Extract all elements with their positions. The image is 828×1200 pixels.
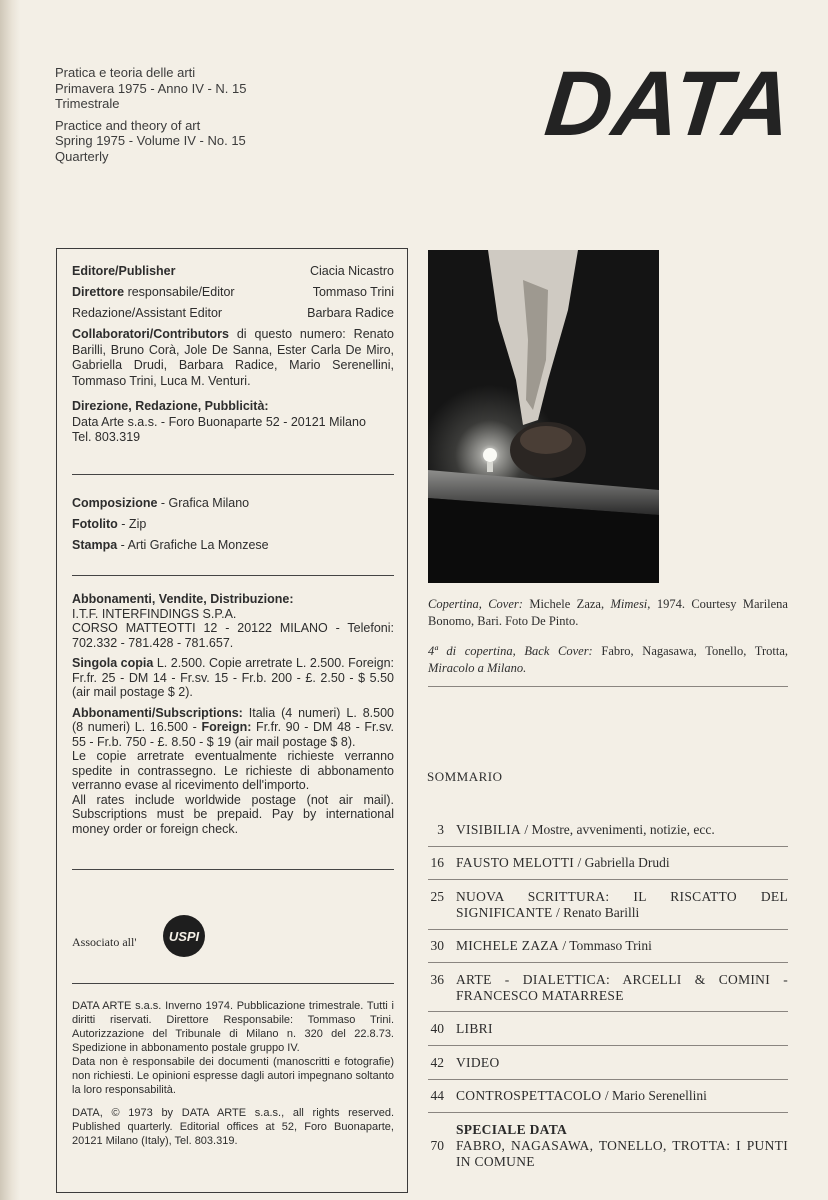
cover-caption	[428, 596, 788, 630]
masthead-line: Pratica e teoria delle arti	[55, 65, 196, 80]
subscriptions-section	[72, 592, 394, 836]
toc-entry-author: / Mario Serenellini	[601, 1088, 707, 1103]
legal-paragraph: Data non è responsabile dei documenti (manoscritti e fotografie) non richiesti. Le opinioni espresse dagli autori impegnano soltanto la loro responsabilità.	[72, 1056, 394, 1096]
toc-item	[420, 889, 788, 921]
toc-entry-title: FABRO, NAGASAWA, TONELLO, TROTTA: I PUNTI IN COMUNE	[456, 1138, 788, 1169]
publisher-name: Ciacia Nicastro	[309, 264, 394, 278]
toc-item	[420, 1055, 788, 1071]
toc-entry-title: NUOVA SCRITTURA: IL RISCATTO DEL SIGNIFICANTE	[456, 889, 788, 920]
legal-paragraph: DATA, © 1973 by DATA ARTE s.a.s., all rights reserved. Published quarterly. Editorial offices at 52, Foro Buonaparte, 20121 Milano (Italy), Tel. 803.319.	[72, 1107, 394, 1147]
toc-page: 36	[430, 972, 444, 987]
composition-value: - Grafica Milano	[157, 496, 250, 510]
toc-item	[420, 1088, 788, 1104]
distribution-address: CORSO MATTEOTTI 12 - 20122 MILANO - Telefoni: 702.332 - 781.428 - 781.657.	[72, 621, 394, 650]
cover-photo	[428, 250, 659, 583]
toc-item	[420, 1138, 788, 1170]
back-cover-caption	[428, 643, 788, 677]
toc-page: 44	[430, 1088, 444, 1103]
toc-item	[420, 822, 788, 838]
toc-entry-title: MICHELE ZAZA	[456, 938, 559, 953]
divider	[428, 929, 788, 930]
masthead-line: Quarterly	[55, 148, 109, 164]
director-name: Tommaso Trini	[312, 285, 394, 299]
subscription-rates	[72, 706, 394, 750]
print-label: Stampa	[72, 538, 118, 552]
legal-paragraph: DATA ARTE s.a.s. Inverno 1974. Pubblicazione trimestrale. Tutti i diritti riservati. Direttore Responsabile: Tommaso Trini. Autorizzazione del Tribunale di Milano n. 320 del 22.8.73. Spedizione in abbonamento postale gruppo IV.	[72, 1000, 394, 1054]
production-section	[72, 493, 394, 556]
distribution-line: I.T.F. INTERFINDINGS S.P.A.	[72, 606, 237, 621]
toc-item	[420, 938, 788, 954]
fotolito-value: - Zip	[117, 517, 147, 531]
back-cover-label: 4ª di copertina, Back Cover:	[428, 644, 593, 658]
toc-item	[420, 855, 788, 871]
toc-entry-author: / Gabriella Drudi	[574, 855, 670, 870]
masthead-line: Practice and theory of art	[55, 117, 201, 133]
toc-item	[420, 972, 788, 1004]
toc-entry-title: CONTROSPETTACOLO	[456, 1088, 602, 1103]
toc-page: 16	[430, 855, 444, 870]
toc-page: 30	[430, 938, 444, 953]
special-section-label: SPECIALE DATA	[456, 1122, 568, 1137]
director-label-rest: responsabile/Editor	[124, 285, 235, 299]
divider	[428, 846, 788, 847]
divider	[72, 983, 394, 984]
divider	[428, 879, 788, 880]
divider	[428, 686, 788, 687]
office-phone: Tel. 803.319	[72, 430, 141, 444]
office-label: Direzione, Redazione, Pubblicità:	[72, 399, 269, 413]
cover-label: Copertina, Cover:	[428, 597, 523, 611]
contributors	[72, 327, 394, 389]
divider	[72, 474, 394, 475]
director-label: Direttore	[72, 285, 125, 299]
magazine-logo: DATA	[540, 53, 798, 155]
toc-item	[420, 1021, 788, 1037]
back-cover-title: Miracolo a Milano.	[428, 661, 527, 675]
back-cover-artists: Fabro, Nagasawa, Tonello, Trotta,	[592, 644, 788, 658]
credits-section	[72, 264, 394, 446]
masthead-line: Primavera 1975 - Anno IV - N. 15	[55, 80, 247, 96]
subscription-text-foreign: Fr.fr. 90 - DM 48 - Fr.sv. 55 - Fr.b. 750 - £. 8.50 - $ 19 (air mail postage $ 8).	[72, 720, 395, 749]
divider	[428, 962, 788, 963]
contributors-label: Collaboratori/Contributors	[72, 327, 229, 341]
toc-entry-author: / Tommaso Trini	[558, 938, 652, 953]
note-italian: Le copie arretrate eventualmente richieste verranno spedite in contrassegno. Le richieste di abbonamento verranno evase al ricevimento dell'importo.	[72, 749, 394, 792]
subscription-label: Abbonamenti/Subscriptions:	[72, 705, 243, 720]
single-copy-label: Singola copia	[72, 656, 154, 670]
toc-entry-title: VISIBILIA	[456, 822, 521, 837]
masthead-line: Spring 1975 - Volume IV - No. 15	[55, 133, 246, 148]
divider	[428, 1045, 788, 1046]
note-english: All rates include worldwide postage (not air mail). Subscriptions must be prepaid. Pay by international money order or foreign check.	[72, 792, 394, 836]
associate-label: Associato all'	[72, 935, 137, 949]
subscription-text: Italia (4 numeri) L. 8.500 (8 numeri) L. 16.500 -	[72, 705, 394, 734]
page-spine-shadow	[0, 0, 20, 1200]
toc-page: 42	[430, 1055, 444, 1070]
toc-entry-title: ARTE - DIALETTICA: ARCELLI & COMINI - FRANCESCO MATARRESE	[456, 972, 788, 1003]
cover-title: Mimesi	[610, 597, 648, 611]
colophon-box	[56, 248, 408, 1193]
assistant-label: Redazione/Assistant Editor	[72, 306, 223, 320]
toc-page: 70	[430, 1138, 444, 1153]
print-value: - Arti Grafiche La Monzese	[117, 538, 269, 552]
toc-entry-title: FAUSTO MELOTTI	[456, 855, 575, 870]
divider	[428, 1011, 788, 1012]
single-copy-text: L. 2.500. Copie arretrate L. 2.500. Foreign: Fr.fr. 25 - DM 14 - Fr.sv. 15 - Fr.b. 200 - £. 2.50 - $ 5.50 (air mail postage $ 2).	[72, 656, 394, 699]
cover-artist: Michele Zaza,	[522, 597, 611, 611]
cover-photo-image	[428, 250, 659, 583]
toc-page: 25	[430, 889, 444, 904]
office-address: Data Arte s.a.s. - Foro Buonaparte 52 - 20121 Milano	[72, 414, 366, 429]
toc-entry-title: LIBRI	[456, 1021, 493, 1036]
cover-credits: , 1974. Courtesy Marilena Bonomo, Bari. Foto De Pinto.	[428, 597, 788, 628]
toc-entry-author: / Mostre, avvenimenti, notizie, ecc.	[520, 822, 715, 837]
foreign-label: Foreign:	[201, 720, 252, 734]
divider	[428, 1079, 788, 1080]
fotolito-label: Fotolito	[72, 517, 118, 531]
toc-entry-author: / Renato Barilli	[552, 905, 640, 920]
masthead-line: Trimestrale	[55, 96, 120, 111]
legal-section	[72, 999, 394, 1148]
toc-title: SOMMARIO	[427, 769, 503, 784]
assistant-name: Barbara Radice	[307, 306, 394, 320]
toc-page: 40	[430, 1021, 444, 1036]
divider	[428, 1112, 788, 1113]
divider	[72, 869, 394, 870]
composition-label: Composizione	[72, 496, 158, 510]
publisher-label: Editore/Publisher	[72, 264, 176, 278]
single-copy	[72, 656, 394, 700]
toc-entry-title: VIDEO	[456, 1055, 500, 1070]
toc-page: 3	[437, 822, 444, 837]
divider	[72, 575, 394, 576]
masthead	[55, 65, 246, 170]
uspi-logo: USPI	[163, 915, 205, 957]
distribution-label: Abbonamenti, Vendite, Distribuzione:	[72, 592, 294, 606]
contributors-text: di questo numero: Renato Barilli, Bruno Corà, Jole De Sanna, Ester Carla De Miro, Gabriella Drudi, Barbara Radice, Mario Serenellini, Tommaso Trini, Luca M. Venturi.	[72, 327, 394, 388]
